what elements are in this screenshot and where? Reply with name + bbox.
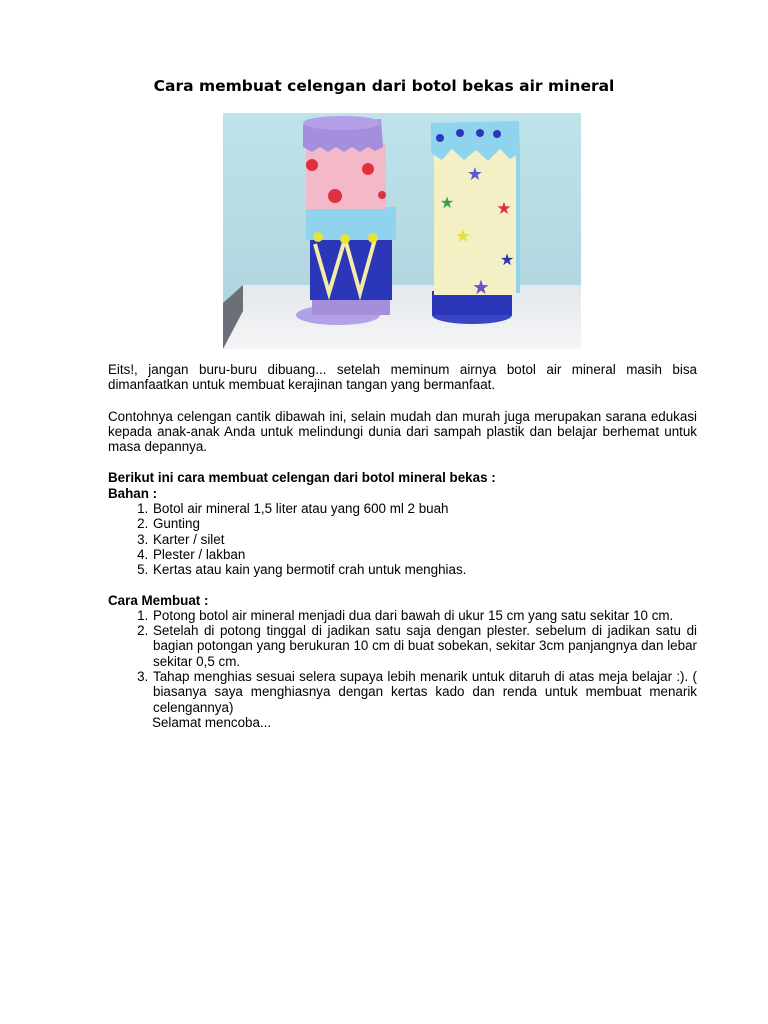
list-item: 2. Gunting — [152, 516, 697, 531]
svg-text:★: ★ — [496, 199, 512, 219]
document-body — [108, 362, 697, 744]
intro-paragraph: Eits!, jangan buru-buru dibuang... setelah meminum airnya botol air mineral masih bisa dimanfaatkan untuk membuat kerajinan tangan yang bermanfaat. — [108, 362, 697, 393]
piggy-bank-photo — [223, 113, 581, 349]
example-paragraph: Contohnya celengan cantik dibawah ini, selain mudah dan murah juga merupakan sarana edukasi kepada anak-anak Anda untuk melindungi dunia dari sampah plastik dan belajar berhemat untuk masa depannya. — [108, 408, 697, 455]
svg-text:★: ★ — [472, 275, 490, 299]
list-item: 1. Botol air mineral 1,5 liter atau yang 600 ml 2 buah — [152, 501, 697, 516]
svg-text:★: ★ — [454, 226, 472, 247]
method-list — [108, 608, 697, 715]
list-item: 3. Tahap menghias sesuai selera supaya lebih menarik untuk ditaruh di atas meja belajar :). ( biasanya saya menghiasnya dengan kertas kado dan renda untuk membuat menarik celengannya) — [152, 669, 697, 715]
svg-text:★: ★ — [439, 193, 455, 212]
list-item: 3. Karter / silet — [152, 532, 697, 547]
document-title: Cara membuat celengan dari botol bekas air mineral — [153, 77, 615, 95]
left-can — [296, 116, 396, 325]
list-item: 2. Setelah di potong tinggal di jadikan satu saja dengan plester. sebelum di jadikan satu di bagian potongan yang berukuran 10 cm di buat sobekan, sekitar 3cm panjangnya dan lebar sekitar 0,5 cm. — [152, 623, 697, 669]
list-item: 4. Plester / lakban — [152, 547, 697, 562]
closing-text: Selamat mencoba... — [152, 714, 272, 730]
list-item: 5. Kertas atau kain yang bermotif crah untuk menghias. — [152, 562, 697, 577]
list-item: 1. Potong botol air mineral menjadi dua dari bawah di ukur 15 cm yang satu sekitar 10 cm. — [152, 608, 697, 623]
svg-text:★: ★ — [499, 250, 515, 269]
steps-heading: Berikut ini cara membuat celengan dari botol mineral bekas : — [108, 470, 496, 486]
svg-text:★: ★ — [466, 164, 484, 185]
method-heading: Cara Membuat : — [108, 592, 209, 608]
materials-heading: Bahan : — [108, 485, 158, 501]
right-can — [431, 121, 520, 324]
materials-list — [108, 501, 697, 577]
